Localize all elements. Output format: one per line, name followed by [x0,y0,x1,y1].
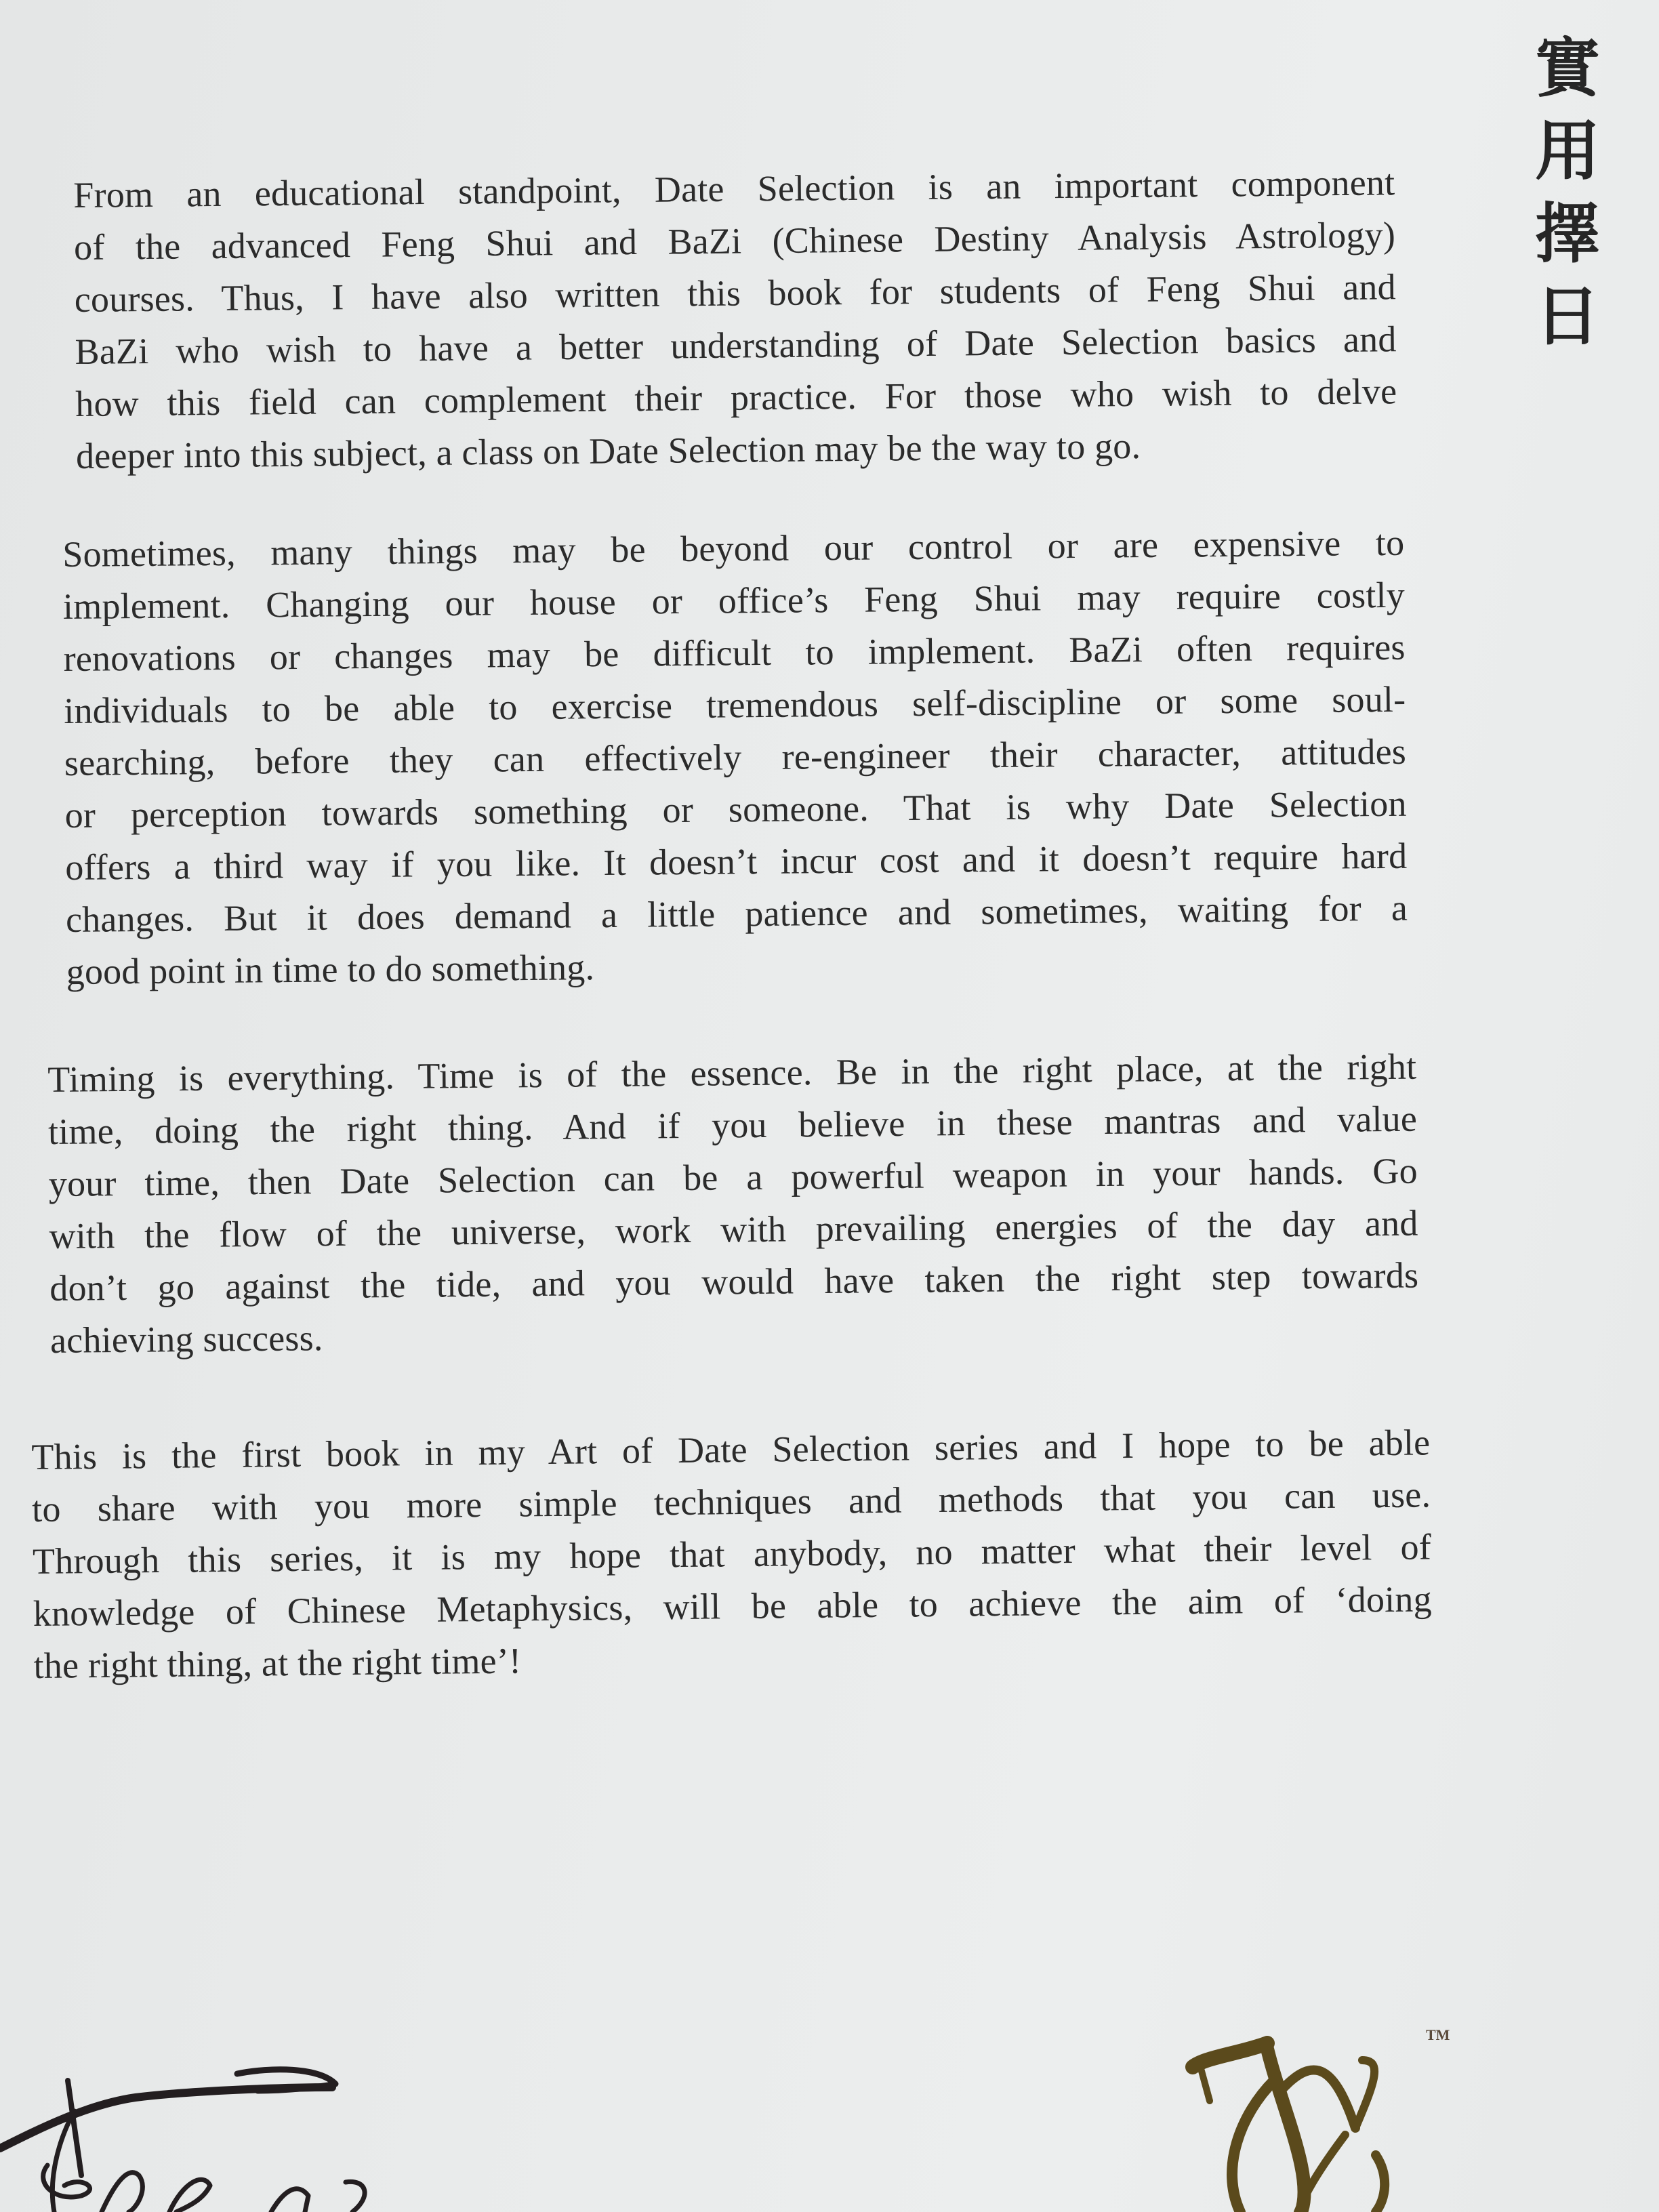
text-line: how this field can complement their practice. For those who wish to delve [75,371,1397,424]
text-line: or perception towards something or someone. That is why Date Selection [64,783,1407,836]
text-line: of the advanced Feng Shui and BaZi (Chinese Destiny Analysis Astrology) [73,214,1396,268]
text-line: offers a third way if you like. It doesn’t incur cost and it doesn’t require hard [65,835,1408,888]
text-line: the right thing, at the right time’! [33,1640,522,1686]
text-line: to share with you more simple techniques and methods that you can use. [31,1474,1431,1530]
paragraph-series [31,1416,1433,1692]
paragraph-timing [47,1041,1419,1367]
text-line: implement. Changing our house or office’s Feng Shui may require costly [62,574,1406,627]
text-line: achieving success. [49,1317,323,1361]
title-char: 擇 [1535,195,1600,272]
text-line: don’t go against the tide, and you would have taken the right step towards [49,1254,1419,1309]
text-line: Through this series, it is my hope that anybody, no matter what their level of [32,1526,1432,1582]
text-line: courses. Thus, I have also written this book for students of Feng Shui and [74,266,1397,320]
text-line: individuals to be able to exercise tremendous self-discipline or some soul- [64,678,1406,731]
title-char: 用 [1535,112,1600,189]
text-line: good point in time to do something. [66,947,595,992]
text-line: BaZi who wish to have a better understanding of Date Selection basics and [75,319,1397,372]
trademark-symbol: TM [1426,2026,1450,2043]
text-line: changes. But it does demand a little patience and sometimes, waiting for a [65,887,1408,940]
text-line: From an educational standpoint, Date Selection is an important component [73,162,1395,216]
text-line: your time, then Date Selection can be a powerful weapon in your hands. Go [48,1150,1418,1204]
text-line: Sometimes, many things may be beyond our control or are expensive to [62,522,1405,575]
calligraphic-monogram-logo-icon [1179,2026,1423,2212]
vertical-chinese-title [1530,27,1605,358]
text-line: renovations or changes may be difficult to implement. BaZi often requires [63,626,1406,679]
text-line: searching, before they can effectively re-engineer their character, attitudes [64,731,1407,783]
paragraph-educational [73,157,1397,483]
text-line: knowledge of Chinese Metaphysics, will be able to achieve the aim of ‘doing [33,1578,1433,1634]
paragraph-sometimes [62,517,1408,998]
title-char: 實 [1535,30,1600,106]
text-line: This is the first book in my Art of Date Selection series and I hope to be able [31,1422,1431,1477]
text-line: Timing is everything. Time is of the essence. Be in the right place, at the right [47,1046,1417,1100]
handwritten-signature-icon [0,2020,393,2212]
text-line: deeper into this subject, a class on Date Selection may be the way to go. [75,425,1141,476]
text-line: with the flow of the universe, work with prevailing energies of the day and [49,1202,1418,1256]
title-char: 日 [1535,278,1600,354]
text-line: time, doing the right thing. And if you believe in these mantras and value [47,1098,1418,1152]
